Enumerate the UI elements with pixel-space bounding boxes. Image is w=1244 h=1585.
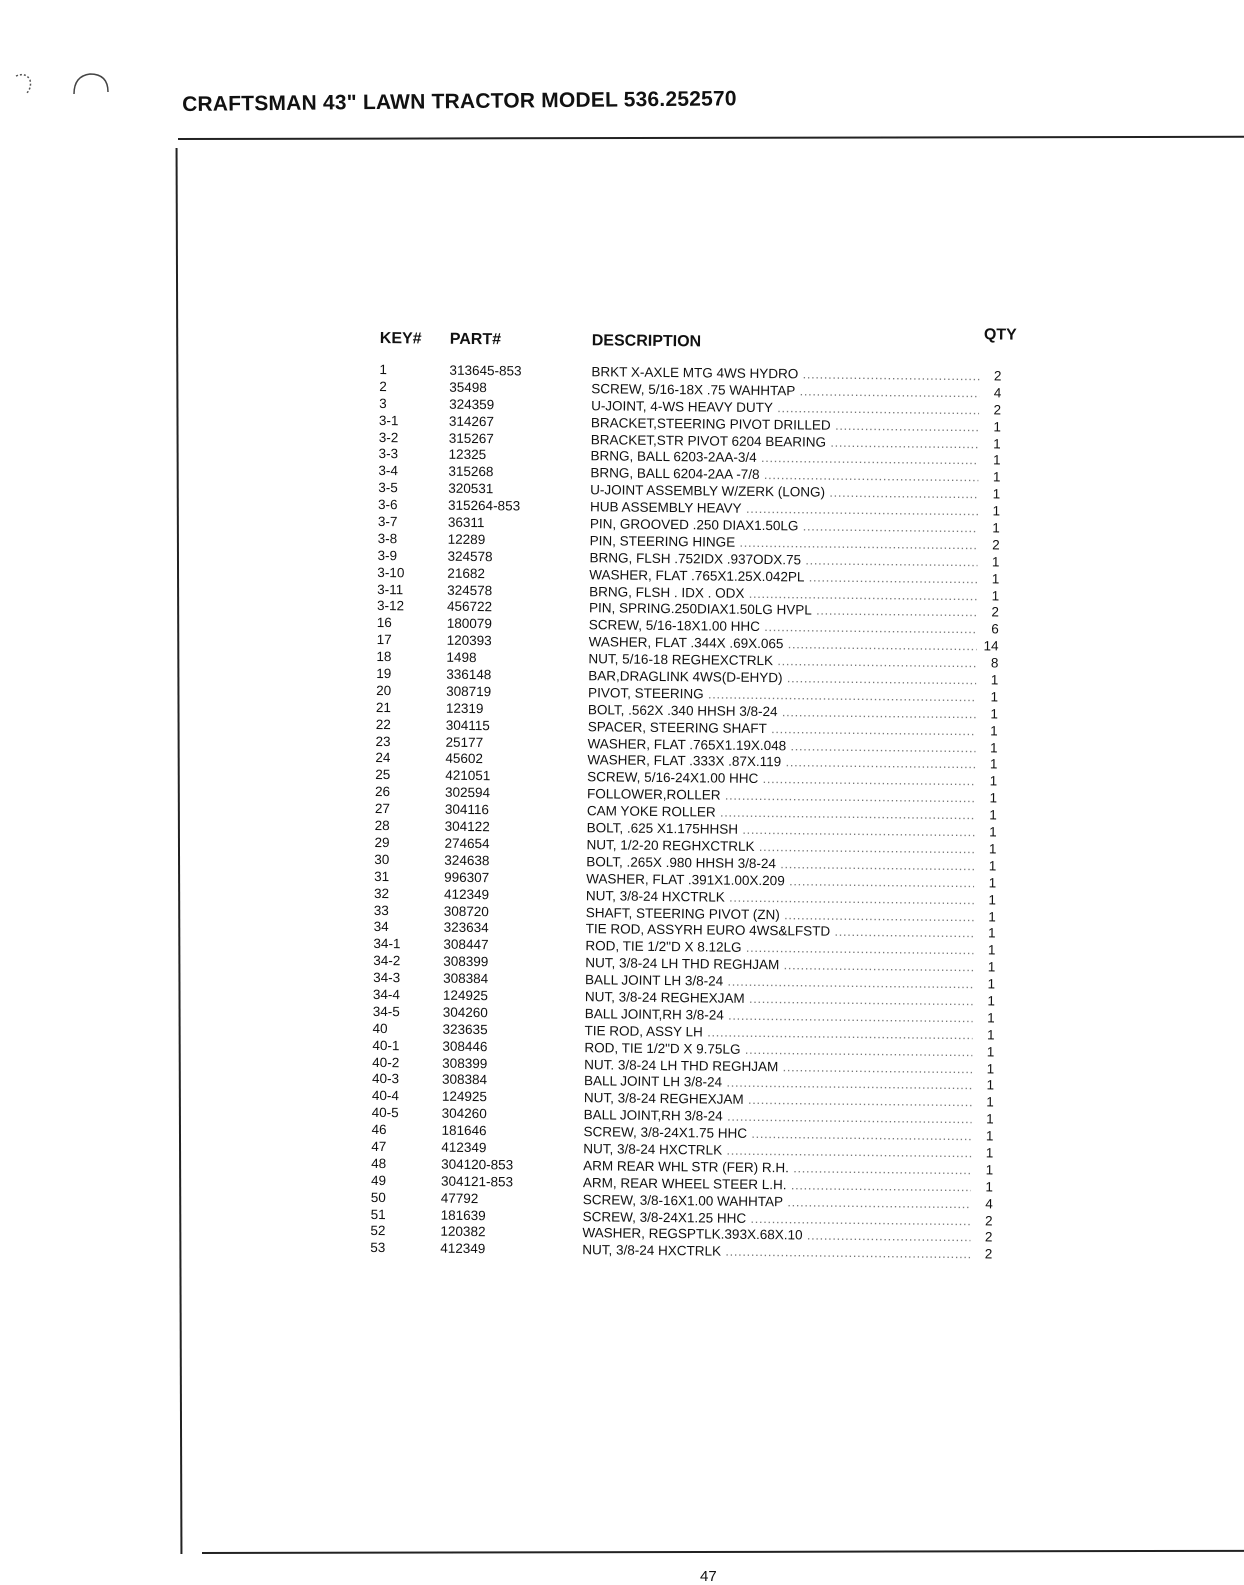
part-number-cell: 124925: [441, 1088, 488, 1105]
description-cell: BALL JOINT LH 3/8-24 .....: [585, 972, 975, 993]
qty-cell: 1: [972, 1061, 994, 1078]
parts-list-table: [370, 320, 1030, 1264]
key-cell: 47: [371, 1138, 387, 1155]
description-cell: NUT, 1/2-20 REGHXCTRLK .....: [586, 837, 976, 858]
qty-cell: 1: [978, 520, 1000, 537]
qty-cell: 1: [972, 1078, 994, 1095]
part-number-cell: 314267: [448, 413, 495, 429]
description-cell: BRNG, FLSH . IDX . ODX .....: [589, 584, 979, 605]
description-cell: BALL JOINT LH 3/8-24 .....: [584, 1074, 974, 1095]
key-cell: 40-4: [371, 1088, 399, 1104]
key-cell: 33: [373, 902, 389, 918]
part-number-cell: 12319: [445, 700, 484, 716]
column-header-description: DESCRIPTION: [591, 332, 702, 351]
part-number-cell: 304120-853: [441, 1156, 514, 1173]
description-cell: WASHER, FLAT .333X .87X.119 .....: [587, 753, 977, 774]
qty-cell: 4: [971, 1196, 993, 1213]
part-number-cell: 315267: [448, 430, 494, 446]
key-cell: 51: [370, 1206, 386, 1222]
key-cell: 25: [375, 767, 391, 783]
qty-cell: 1: [975, 740, 997, 757]
key-cell: 3-7: [377, 514, 398, 530]
parts-list-header: [380, 320, 1030, 363]
part-number-cell: 304115: [445, 717, 490, 733]
part-number-cell: 336148: [446, 666, 492, 683]
description-cell: WASHER, FLAT .344X .69X.065 .....: [589, 634, 979, 655]
key-cell: 3-6: [377, 497, 398, 513]
qty-cell: 2: [978, 537, 1000, 554]
qty-cell: 8: [976, 655, 998, 672]
description-cell: SHAFT, STEERING PIVOT (ZN) .....: [586, 905, 976, 926]
column-header-part: PART#: [449, 330, 502, 349]
key-cell: 53: [370, 1240, 386, 1256]
key-cell: 40-2: [372, 1054, 400, 1070]
key-cell: 34-2: [373, 953, 401, 969]
qty-cell: 1: [974, 909, 996, 926]
qty-cell: 1: [978, 503, 1000, 520]
part-number-cell: 324578: [447, 582, 493, 598]
description-cell: BRNG, FLSH .752IDX .937ODX.75 .....: [589, 550, 979, 571]
description-cell: TIE ROD, ASSY LH .....: [584, 1023, 974, 1044]
qty-cell: 2: [979, 368, 1001, 385]
part-number-cell: 12289: [447, 531, 486, 548]
key-cell: 28: [374, 818, 390, 834]
description-cell: NUT, 3/8-24 REGHEXJAM .....: [585, 989, 975, 1010]
qty-cell: 2: [970, 1230, 992, 1247]
qty-cell: 1: [979, 419, 1001, 436]
column-header-qty: QTY: [983, 326, 1017, 344]
qty-cell: 1: [974, 858, 996, 875]
key-cell: 50: [370, 1189, 386, 1205]
part-number-cell: 21682: [447, 565, 485, 581]
description-cell: BAR,DRAGLINK 4WS(D-EHYD) .....: [588, 668, 978, 689]
key-cell: 3-5: [378, 480, 398, 496]
key-cell: 34-5: [372, 1003, 400, 1020]
description-cell: SCREW, 5/16-24X1.00 HHC .....: [587, 770, 977, 791]
description-cell: BALL JOINT,RH 3/8-24 .....: [585, 1006, 975, 1027]
description-cell: NUT, 3/8-24 HXCTRLK .....: [582, 1242, 972, 1263]
key-cell: 32: [373, 885, 390, 901]
part-number-cell: 456722: [446, 599, 493, 615]
part-number-cell: 35498: [449, 379, 487, 396]
key-cell: 26: [374, 784, 391, 800]
key-cell: 3-12: [376, 598, 405, 614]
key-cell: 46: [371, 1122, 387, 1138]
part-number-cell: 47792: [440, 1190, 479, 1206]
part-number-cell: 996307: [444, 869, 490, 885]
qty-cell: 1: [977, 588, 999, 605]
part-number-cell: 308719: [446, 683, 492, 700]
key-cell: 3-11: [377, 581, 404, 597]
qty-cell: 1: [975, 824, 997, 841]
frame-left-border: [176, 148, 183, 1554]
part-number-cell: 315264-853: [447, 497, 521, 514]
part-number-cell: 324359: [449, 396, 495, 412]
key-cell: 40-1: [372, 1037, 400, 1053]
description-cell: ARM, REAR WHEEL STEER L.H. .....: [583, 1175, 973, 1196]
key-cell: 27: [374, 801, 390, 817]
qty-cell: 1: [975, 757, 997, 774]
part-number-cell: 324638: [444, 852, 490, 869]
description-cell: TIE ROD, ASSYRH EURO 4WS&LFSTD .....: [586, 922, 976, 943]
qty-cell: 2: [979, 402, 1001, 419]
key-cell: 3-3: [378, 446, 399, 462]
part-number-cell: 320531: [448, 480, 494, 497]
description-cell: SCREW, 3/8-16X1.00 WAHHTAP .....: [583, 1192, 973, 1213]
binder-hole-marks: [12, 68, 122, 108]
description-cell: SCREW, 5/16-18X .75 WAHHTAP .....: [591, 381, 981, 402]
qty-cell: 1: [971, 1128, 993, 1145]
description-cell: NUT, 3/8-24 REGHEXJAM .....: [584, 1090, 974, 1111]
description-cell: PIVOT, STEERING .....: [588, 685, 978, 706]
key-cell: 49: [370, 1172, 387, 1188]
part-number-cell: 304122: [444, 818, 490, 835]
key-cell: 3-1: [378, 412, 399, 428]
description-cell: FOLLOWER,ROLLER .....: [587, 786, 977, 807]
description-cell: WASHER, FLAT .391X1.00X.209 .....: [586, 871, 976, 892]
description-cell: BOLT, .265X .980 HHSH 3/8-24 .....: [586, 854, 976, 875]
description-cell: U-JOINT ASSEMBLY W/ZERK (LONG) .....: [590, 482, 980, 503]
part-number-cell: 304260: [441, 1105, 487, 1122]
part-number-cell: 1498: [446, 649, 477, 666]
part-number-cell: 308399: [442, 1055, 488, 1071]
qty-cell: 1: [973, 993, 995, 1010]
description-cell: HUB ASSEMBLY HEAVY .....: [590, 499, 980, 520]
part-number-cell: 45602: [445, 751, 484, 767]
description-cell: SCREW, 5/16-18X1.00 HHC .....: [589, 618, 979, 639]
qty-cell: 1: [973, 959, 995, 976]
qty-cell: 1: [972, 1111, 994, 1128]
part-number-cell: 308384: [441, 1072, 488, 1088]
qty-cell: 1: [973, 1010, 995, 1027]
qty-cell: 1: [971, 1162, 993, 1179]
part-number-cell: 308446: [442, 1038, 488, 1054]
key-cell: 40: [372, 1020, 388, 1036]
part-number-cell: 25177: [445, 734, 484, 750]
qty-cell: 1: [978, 453, 1000, 470]
key-cell: 48: [371, 1155, 387, 1171]
part-number-cell: 412349: [443, 886, 490, 902]
key-cell: 1: [379, 361, 388, 378]
part-number-cell: 308447: [443, 936, 489, 953]
qty-cell: 1: [979, 436, 1001, 453]
part-number-cell: 302594: [444, 784, 491, 801]
key-cell: 19: [376, 666, 392, 682]
key-cell: 18: [376, 649, 392, 665]
part-number-cell: 180079: [446, 616, 492, 632]
description-cell: BRACKET,STR PIVOT 6204 BEARING .....: [591, 432, 981, 453]
key-cell: 24: [375, 750, 391, 766]
qty-cell: 1: [972, 1027, 994, 1044]
qty-cell: 1: [974, 875, 996, 892]
part-number-cell: 124925: [442, 987, 489, 1004]
qty-cell: 1: [975, 807, 997, 824]
page-number: 47: [700, 1568, 717, 1585]
qty-cell: 2: [971, 1213, 993, 1230]
description-cell: BALL JOINT,RH 3/8-24 .....: [584, 1107, 974, 1128]
part-number-cell: 304121-853: [440, 1173, 514, 1190]
description-cell: WASHER, FLAT .765X1.25X.042PL .....: [589, 567, 979, 588]
description-cell: NUT, 3/8-24 HXCTRLK .....: [583, 1141, 973, 1162]
qty-cell: 14: [977, 639, 999, 656]
key-cell: 22: [375, 716, 391, 732]
key-cell: 21: [375, 699, 392, 715]
key-cell: 34: [373, 919, 389, 935]
part-number-cell: 421051: [445, 768, 491, 784]
description-cell: BRNG, BALL 6203-2AA-3/4 .....: [590, 449, 980, 470]
qty-cell: 1: [976, 723, 998, 740]
description-cell: ROD, TIE 1/2"D X 9.75LG .....: [584, 1040, 974, 1061]
part-number-cell: 120393: [446, 632, 492, 649]
description-cell: NUT, 3/8-24 HXCTRLK .....: [586, 888, 976, 909]
qty-cell: 4: [979, 385, 1001, 402]
part-number-cell: 304116: [444, 801, 490, 818]
key-cell: 3-9: [377, 547, 398, 563]
qty-cell: 1: [978, 487, 1000, 504]
part-number-cell: 304260: [442, 1004, 488, 1021]
description-cell: SCREW, 3/8-24X1.75 HHC .....: [583, 1124, 973, 1145]
part-number-cell: 324578: [447, 548, 493, 564]
qty-cell: 1: [971, 1179, 993, 1196]
key-cell: 3-10: [377, 564, 405, 580]
key-cell: 29: [374, 834, 390, 851]
qty-cell: 1: [973, 943, 995, 960]
key-cell: 34-4: [372, 986, 401, 1003]
qty-cell: 1: [975, 774, 997, 791]
description-cell: PIN, GROOVED .250 DIAX1.50LG .....: [590, 516, 980, 537]
qty-cell: 1: [974, 892, 996, 909]
part-number-cell: 323635: [442, 1021, 488, 1037]
qty-cell: 1: [973, 976, 995, 993]
part-number-cell: 412349: [440, 1240, 486, 1257]
qty-cell: 1: [977, 554, 999, 571]
key-cell: 52: [370, 1223, 386, 1239]
qty-cell: 1: [974, 841, 996, 858]
qty-cell: 2: [977, 605, 999, 622]
key-cell: 3-4: [378, 463, 399, 479]
description-cell: BOLT, .562X .340 HHSH 3/8-24 .....: [588, 702, 978, 723]
description-cell: BRKT X-AXLE MTG 4WS HYDRO .....: [591, 364, 981, 385]
description-cell: SPACER, STEERING SHAFT .....: [588, 719, 978, 740]
part-number-cell: 12325: [448, 447, 487, 463]
part-number-cell: 181646: [441, 1122, 487, 1139]
description-cell: BOLT, .625 X1.175HHSH .....: [587, 820, 977, 841]
key-cell: 17: [376, 632, 392, 648]
description-cell: ARM REAR WHL STR (FER) R.H. .....: [583, 1158, 973, 1179]
part-number-cell: 181639: [440, 1207, 486, 1223]
qty-cell: 1: [976, 706, 998, 723]
description-cell: WASHER, REGSPTLK.393X.68X.10 .....: [582, 1226, 972, 1247]
qty-cell: 1: [972, 1044, 994, 1061]
page-title: CRAFTSMAN 43" LAWN TRACTOR MODEL 536.252570: [182, 87, 737, 116]
description-cell: NUT. 3/8-24 LH THD REGHJAM .....: [584, 1057, 974, 1078]
key-cell: 3-2: [378, 429, 399, 445]
qty-cell: 1: [972, 1095, 994, 1112]
description-cell: PIN, SPRING.250DIAX1.50LG HVPL .....: [589, 601, 979, 622]
part-number-cell: 36311: [447, 514, 485, 531]
description-cell: SCREW, 3/8-24X1.25 HHC .....: [583, 1209, 973, 1230]
description-cell: ROD, TIE 1/2"D X 8.12LG .....: [585, 938, 975, 959]
qty-cell: 1: [978, 470, 1000, 487]
description-cell: U-JOINT, 4-WS HEAVY DUTY .....: [591, 398, 981, 419]
part-number-cell: 308399: [443, 953, 489, 970]
part-number-cell: 308384: [443, 970, 489, 987]
part-number-cell: 323634: [443, 920, 489, 936]
key-cell: 2: [379, 378, 387, 394]
qty-cell: 1: [974, 926, 996, 943]
key-cell: 20: [376, 682, 392, 699]
key-cell: 31: [374, 868, 390, 884]
key-cell: 16: [376, 615, 392, 631]
part-number-cell: 120382: [440, 1224, 486, 1240]
column-header-key: KEY#: [379, 329, 422, 348]
qty-cell: 1: [971, 1145, 993, 1162]
qty-cell: 1: [975, 791, 997, 808]
key-cell: 40-3: [371, 1071, 400, 1087]
qty-cell: 6: [977, 622, 999, 639]
key-cell: 34-3: [373, 970, 401, 986]
description-cell: BRACKET,STEERING PIVOT DRILLED .....: [591, 415, 981, 436]
key-cell: 40-5: [371, 1105, 399, 1121]
frame-bottom-border: [202, 1550, 1244, 1554]
qty-cell: 1: [976, 689, 998, 706]
key-cell: 3: [379, 395, 387, 411]
qty-cell: 1: [977, 571, 999, 588]
description-cell: NUT, 3/8-24 LH THD REGHJAM .....: [585, 955, 975, 976]
part-number-cell: 315268: [448, 464, 494, 480]
parts-list-rows: [370, 362, 1029, 1264]
description-cell: NUT, 5/16-18 REGHEXCTRLK .....: [588, 651, 978, 672]
description-cell: CAM YOKE ROLLER .....: [587, 803, 977, 824]
part-number-cell: 412349: [441, 1139, 487, 1156]
frame-top-border: [178, 136, 1244, 140]
description-cell: WASHER, FLAT .765X1.19X.048 .....: [587, 736, 977, 757]
qty-cell: 1: [976, 672, 998, 689]
part-number-cell: 308720: [443, 903, 489, 919]
key-cell: 3-8: [377, 530, 398, 547]
description-cell: PIN, STEERING HINGE .....: [590, 533, 980, 554]
key-cell: 23: [375, 733, 391, 749]
key-cell: 34-1: [373, 936, 401, 952]
qty-cell: 2: [970, 1247, 992, 1264]
key-cell: 30: [374, 851, 390, 867]
part-number-cell: 313645-853: [449, 362, 522, 379]
part-number-cell: 274654: [444, 835, 490, 852]
description-cell: BRNG, BALL 6204-2AA -7/8 .....: [590, 466, 980, 487]
